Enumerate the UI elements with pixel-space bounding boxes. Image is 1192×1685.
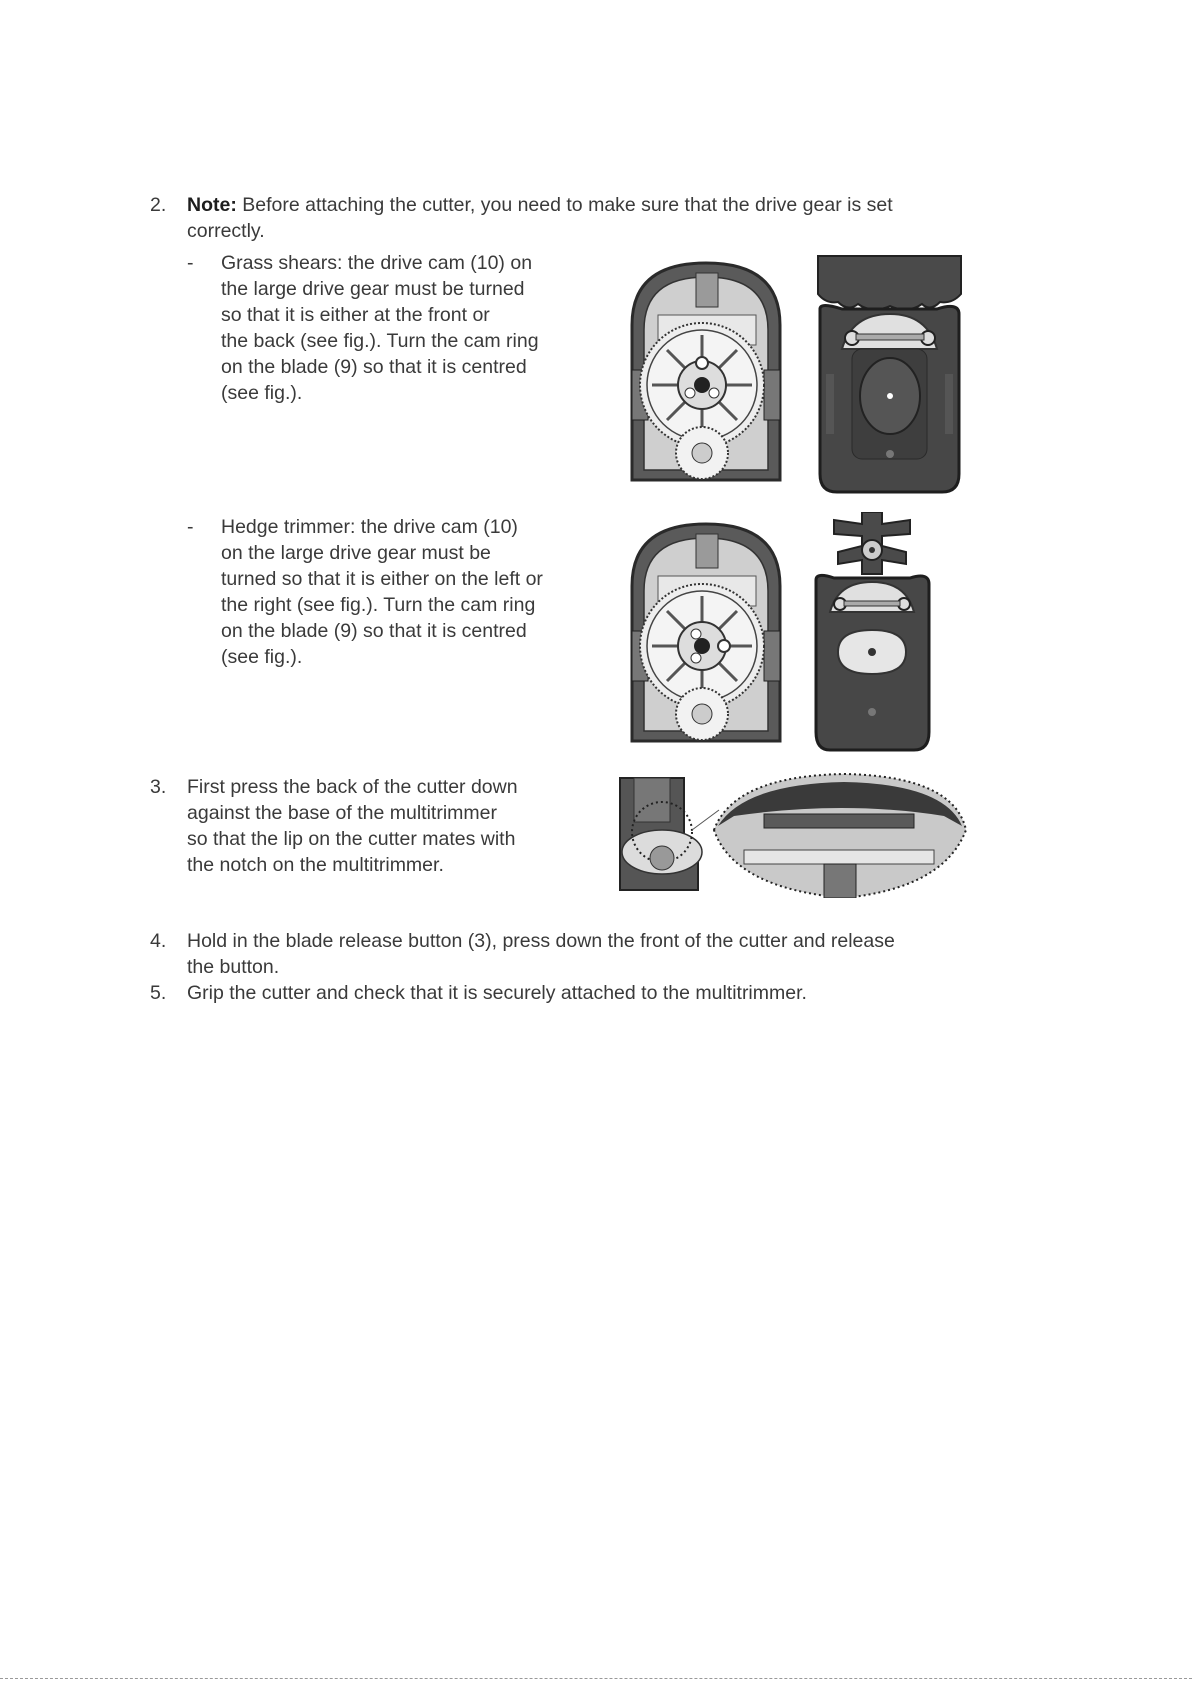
grass-line-4: the back (see fig.). Turn the cam ring — [221, 330, 539, 352]
step-4-number: 4. — [150, 930, 167, 952]
blade-grass-figure — [812, 254, 967, 494]
hedge-line-3: turned so that it is either on the left or — [221, 568, 543, 590]
step-2-line-2: correctly. — [187, 220, 265, 242]
hedge-line-5: on the blade (9) so that it is centred — [221, 620, 527, 642]
footer-rule — [0, 1678, 1192, 1679]
blade-hedge-figure — [810, 512, 935, 752]
grass-line-2: the large drive gear must be turned — [221, 278, 525, 300]
step-2-text-1: Before attaching the cutter, you need to make sure that the drive gear is set — [242, 194, 893, 216]
drive-housing-hedge-figure — [622, 516, 790, 751]
step-2-line-1 — [187, 192, 893, 218]
grass-line-5: on the blade (9) so that it is centred — [221, 356, 527, 378]
step-2-number: 2. — [150, 194, 167, 216]
grass-line-6: (see fig.). — [221, 382, 303, 404]
step-4-line-1: Hold in the blade release button (3), press down the front of the cutter and release — [187, 930, 895, 952]
step-5-line-1: Grip the cutter and check that it is securely attached to the multitrimmer. — [187, 982, 807, 1004]
bullet-hedge: - — [187, 516, 194, 538]
step-4-line-2: the button. — [187, 956, 280, 978]
step-5-number: 5. — [150, 982, 167, 1004]
hedge-line-4: the right (see fig.). Turn the cam ring — [221, 594, 536, 616]
attach-detail-figure — [614, 770, 969, 898]
hedge-line-1: Hedge trimmer: the drive cam (10) — [221, 516, 518, 538]
hedge-line-2: on the large drive gear must be — [221, 542, 491, 564]
grass-line-1: Grass shears: the drive cam (10) on — [221, 252, 533, 274]
step-3-number: 3. — [150, 776, 167, 798]
note-label: Note: — [187, 194, 237, 216]
step-3-line-4: the notch on the multitrimmer. — [187, 854, 444, 876]
drive-housing-grass-figure — [622, 255, 790, 490]
step-3-line-3: so that the lip on the cutter mates with — [187, 828, 516, 850]
step-3-line-1: First press the back of the cutter down — [187, 776, 518, 798]
hedge-line-6: (see fig.). — [221, 646, 303, 668]
step-3-line-2: against the base of the multitrimmer — [187, 802, 497, 824]
bullet-grass: - — [187, 252, 194, 274]
grass-line-3: so that it is either at the front or — [221, 304, 490, 326]
